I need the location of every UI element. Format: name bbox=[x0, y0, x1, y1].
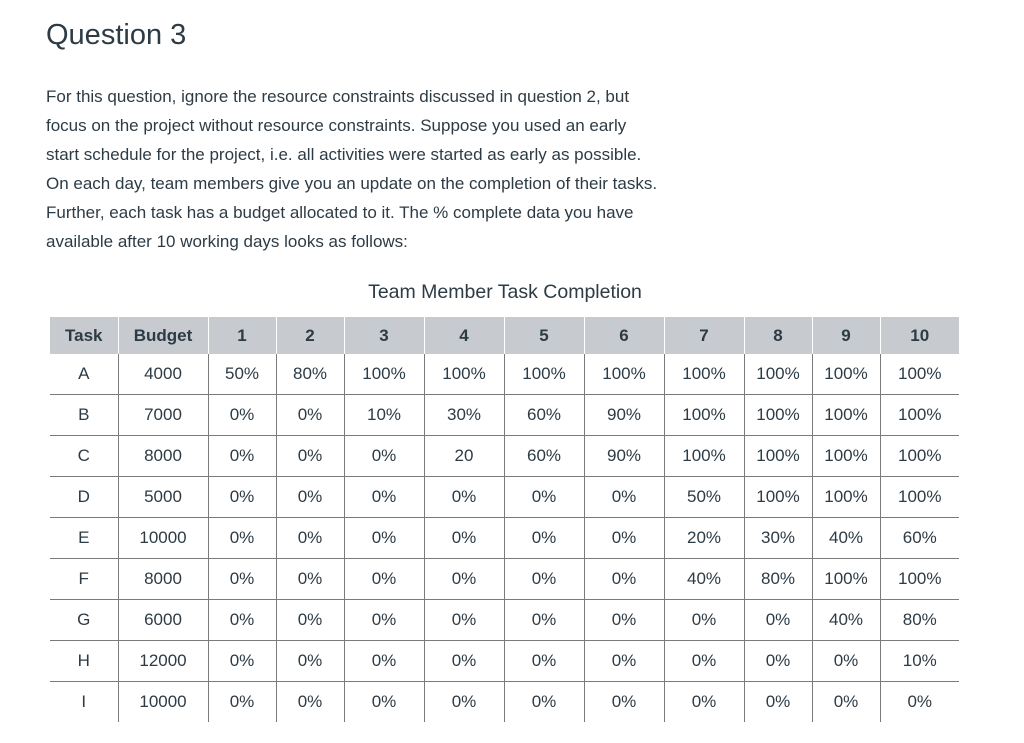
completion-cell: 100% bbox=[744, 354, 812, 395]
completion-cell: 100% bbox=[504, 354, 584, 395]
completion-cell: 0% bbox=[504, 518, 584, 559]
question-line: For this question, ignore the resource constraints discussed in question 2, but bbox=[46, 87, 630, 106]
question-body bbox=[46, 82, 766, 256]
completion-cell: 0% bbox=[208, 600, 276, 641]
column-header: 9 bbox=[812, 317, 880, 354]
table-row bbox=[50, 559, 959, 600]
completion-cell: 0% bbox=[584, 559, 664, 600]
completion-cell: 60% bbox=[880, 518, 959, 559]
completion-cell: 100% bbox=[812, 436, 880, 477]
completion-cell: 100% bbox=[880, 559, 959, 600]
completion-cell: 0% bbox=[584, 641, 664, 682]
completion-cell: 0% bbox=[344, 477, 424, 518]
completion-cell: 90% bbox=[584, 395, 664, 436]
completion-cell: 0% bbox=[424, 559, 504, 600]
column-header: 6 bbox=[584, 317, 664, 354]
completion-cell: 0% bbox=[584, 600, 664, 641]
table-row bbox=[50, 395, 959, 436]
completion-cell: 0% bbox=[812, 682, 880, 723]
completion-cell: 0% bbox=[584, 518, 664, 559]
budget-cell: 4000 bbox=[118, 354, 208, 395]
completion-cell: 0% bbox=[744, 600, 812, 641]
completion-cell: 0% bbox=[276, 559, 344, 600]
completion-cell: 0% bbox=[276, 600, 344, 641]
table-caption: Team Member Task Completion bbox=[368, 281, 642, 303]
completion-cell: 100% bbox=[744, 395, 812, 436]
completion-cell: 0% bbox=[344, 436, 424, 477]
completion-cell: 0% bbox=[880, 682, 959, 723]
column-header: 3 bbox=[344, 317, 424, 354]
column-header: 2 bbox=[276, 317, 344, 354]
task-cell: I bbox=[81, 692, 87, 711]
column-header: 8 bbox=[744, 317, 812, 354]
completion-cell: 0% bbox=[276, 682, 344, 723]
completion-cell: 100% bbox=[664, 395, 744, 436]
completion-cell: 60% bbox=[504, 395, 584, 436]
column-header: 5 bbox=[504, 317, 584, 354]
completion-cell: 40% bbox=[812, 518, 880, 559]
completion-cell: 0% bbox=[344, 600, 424, 641]
column-header: 1 bbox=[208, 317, 276, 354]
completion-cell: 40% bbox=[664, 559, 744, 600]
question-line: On each day, team members give you an update on the completion of their tasks. bbox=[46, 174, 658, 193]
completion-cell: 80% bbox=[744, 559, 812, 600]
completion-cell: 80% bbox=[880, 600, 959, 641]
completion-cell: 30% bbox=[744, 518, 812, 559]
completion-cell: 0% bbox=[424, 518, 504, 559]
task-cell: H bbox=[50, 641, 118, 682]
table-row bbox=[50, 641, 959, 682]
completion-cell: 100% bbox=[880, 354, 959, 395]
task-cell: G bbox=[50, 600, 118, 641]
completion-cell: 30% bbox=[424, 395, 504, 436]
completion-cell: 0% bbox=[344, 682, 424, 723]
completion-cell: 0% bbox=[744, 641, 812, 682]
question-line: focus on the project without resource constraints. Suppose you used an early bbox=[46, 116, 627, 135]
completion-cell: 50% bbox=[664, 477, 744, 518]
completion-cell: 100% bbox=[664, 354, 744, 395]
completion-cell: 0% bbox=[584, 477, 664, 518]
task-cell: A bbox=[50, 354, 118, 395]
completion-cell: 0% bbox=[424, 641, 504, 682]
completion-cell: 0% bbox=[208, 436, 276, 477]
completion-cell: 0% bbox=[504, 682, 584, 723]
completion-cell: 90% bbox=[584, 436, 664, 477]
task-cell: E bbox=[50, 518, 118, 559]
task-completion-table bbox=[50, 317, 959, 722]
completion-cell: 0% bbox=[208, 641, 276, 682]
task-cell: D bbox=[50, 477, 118, 518]
budget-cell: 8000 bbox=[118, 559, 208, 600]
completion-cell: 50% bbox=[208, 354, 276, 395]
budget-cell: 10000 bbox=[118, 518, 208, 559]
completion-cell: 40% bbox=[812, 600, 880, 641]
budget-cell: 10000 bbox=[118, 682, 208, 723]
table-row bbox=[50, 436, 959, 477]
question-line: start schedule for the project, i.e. all activities were started as early as possible. bbox=[46, 145, 642, 164]
table-row bbox=[50, 682, 959, 723]
completion-cell: 0% bbox=[504, 641, 584, 682]
table-row bbox=[50, 477, 959, 518]
completion-cell: 0% bbox=[664, 641, 744, 682]
table-row bbox=[50, 354, 959, 395]
budget-cell: 7000 bbox=[118, 395, 208, 436]
completion-cell: 0% bbox=[208, 477, 276, 518]
completion-cell: 100% bbox=[812, 395, 880, 436]
completion-cell: 20% bbox=[664, 518, 744, 559]
completion-cell: 0% bbox=[276, 395, 344, 436]
completion-cell: 100% bbox=[584, 354, 664, 395]
completion-cell: 0% bbox=[344, 559, 424, 600]
budget-cell: 12000 bbox=[118, 641, 208, 682]
completion-cell: 0% bbox=[276, 436, 344, 477]
column-header: 10 bbox=[880, 317, 959, 354]
completion-cell: 10% bbox=[344, 395, 424, 436]
column-header: 7 bbox=[664, 317, 744, 354]
completion-cell: 0% bbox=[344, 518, 424, 559]
completion-cell: 0% bbox=[208, 395, 276, 436]
completion-cell: 0% bbox=[424, 600, 504, 641]
completion-cell: 10% bbox=[880, 641, 959, 682]
completion-cell: 0% bbox=[584, 682, 664, 723]
budget-cell: 5000 bbox=[118, 477, 208, 518]
budget-cell: 8000 bbox=[118, 436, 208, 477]
table-body bbox=[50, 354, 959, 722]
column-header: Task bbox=[50, 317, 118, 354]
question-title: Question 3 bbox=[46, 19, 187, 51]
completion-cell: 0% bbox=[664, 600, 744, 641]
question-line: Further, each task has a budget allocated to it. The % complete data you have bbox=[46, 203, 634, 222]
column-header: 4 bbox=[424, 317, 504, 354]
completion-cell: 100% bbox=[744, 436, 812, 477]
completion-cell: 0% bbox=[344, 641, 424, 682]
completion-cell: 0% bbox=[276, 641, 344, 682]
completion-cell: 0% bbox=[744, 682, 812, 723]
completion-cell: 100% bbox=[880, 436, 959, 477]
question-line: available after 10 working days looks as follows: bbox=[46, 232, 408, 251]
table-header-row bbox=[50, 317, 959, 354]
completion-cell: 100% bbox=[664, 436, 744, 477]
completion-cell: 0% bbox=[208, 682, 276, 723]
completion-cell: 0% bbox=[504, 600, 584, 641]
completion-cell: 0% bbox=[424, 682, 504, 723]
completion-cell: 100% bbox=[812, 354, 880, 395]
table-row bbox=[50, 518, 959, 559]
completion-cell: 0% bbox=[504, 477, 584, 518]
completion-cell: 100% bbox=[812, 477, 880, 518]
completion-cell: 100% bbox=[424, 354, 504, 395]
completion-cell: 100% bbox=[880, 477, 959, 518]
completion-cell: 0% bbox=[276, 477, 344, 518]
completion-cell: 0% bbox=[424, 477, 504, 518]
completion-cell: 100% bbox=[744, 477, 812, 518]
completion-cell: 100% bbox=[344, 354, 424, 395]
completion-cell: 60% bbox=[504, 436, 584, 477]
completion-cell: 0% bbox=[208, 518, 276, 559]
completion-cell: 0% bbox=[504, 559, 584, 600]
completion-cell: 100% bbox=[812, 559, 880, 600]
task-cell: C bbox=[50, 436, 118, 477]
table-row bbox=[50, 600, 959, 641]
task-cell: F bbox=[50, 559, 118, 600]
completion-cell: 0% bbox=[664, 682, 744, 723]
task-cell: B bbox=[50, 395, 118, 436]
completion-cell: 100% bbox=[880, 395, 959, 436]
completion-cell: 0% bbox=[208, 559, 276, 600]
column-header: Budget bbox=[118, 317, 208, 354]
completion-cell: 20 bbox=[424, 436, 504, 477]
budget-cell: 6000 bbox=[118, 600, 208, 641]
completion-cell: 80% bbox=[276, 354, 344, 395]
completion-cell: 0% bbox=[812, 641, 880, 682]
completion-cell: 0% bbox=[276, 518, 344, 559]
